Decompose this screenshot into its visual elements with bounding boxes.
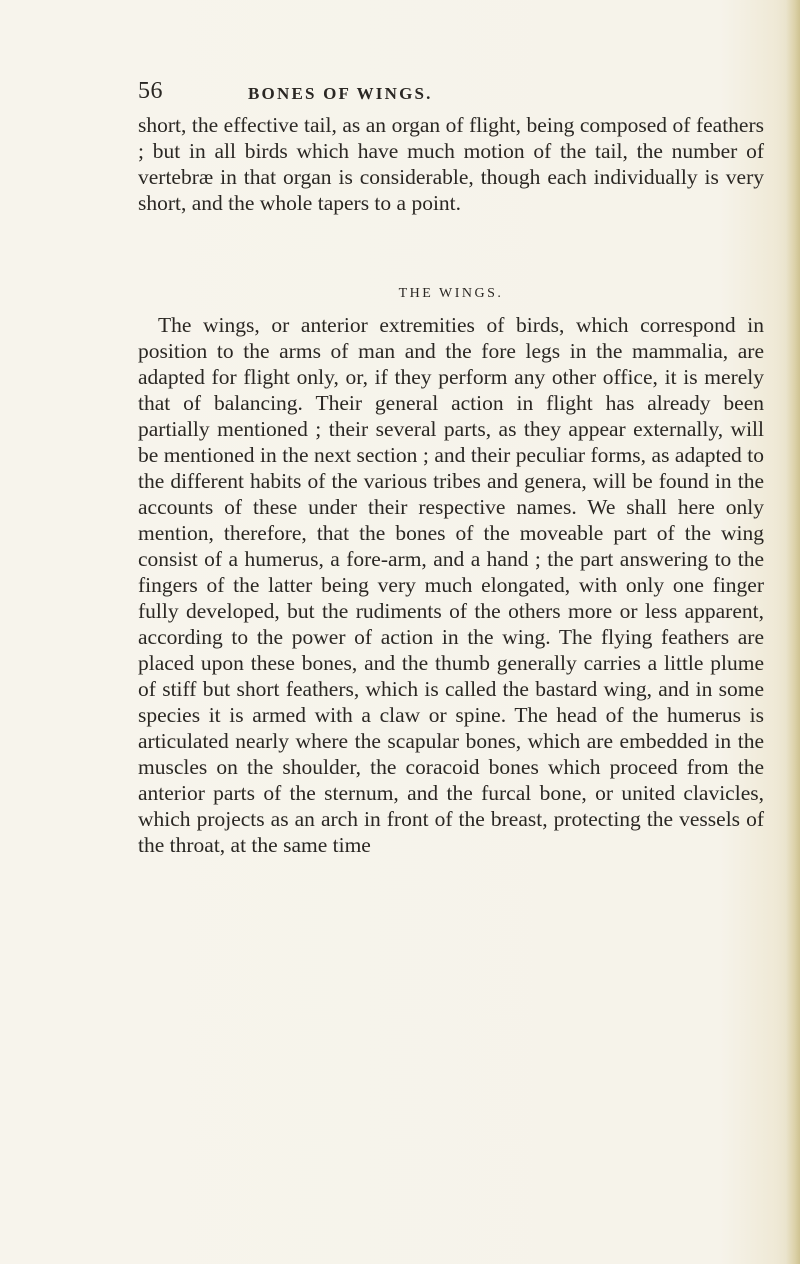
page-number: 56 [138,78,163,104]
running-head: BONES OF WINGS. [248,84,433,103]
page-header [138,78,778,108]
page-edge-shadow [786,0,800,1264]
paragraph-continued: short, the effective tail, as an organ of flight, being composed of feathers ; but in all birds which have much motion of the tail, the number of vertebræ in that organ is considerable, though each individually is very short, and the whole tapers to a point. [138,113,764,215]
paragraph-wings: The wings, or anterior extremities of birds, which correspond in position to the arms of man and the fore legs in the mammalia, are adapted for flight only, or, if they perform any other office, it is merely that of balancing. Their general action in flight has already been partially mentioned ; their several parts, as they appear externally, will be mentioned in the next section ; and their peculiar forms, as adapted to the different habits of the various tribes and genera, will be found in the accounts of these under their respective names. We shall here only mention, therefore, that the bones of the moveable part of the wing consist of a humerus, a fore-arm, and a hand ; the part answering to the fingers of the latter being very much elongated, with only one finger fully developed, but the rudiments of the others more or less apparent, according to the power of action in the wing. The flying feathers are placed upon these bones, and the thumb generally carries a little plume of stiff but short feathers, which is called the bastard wing, and in some species it is armed with a claw or spine. The head of the humerus is articulated nearly where the scapular bones, which are embedded in the muscles on the shoulder, the coracoid bones which proceed from the anterior parts of the sternum, and the furcal bone, or united clavicles, which projects as an arch in front of the breast, protecting the vessels of the throat, at the same time [138,313,764,857]
section-heading: THE WINGS. [398,286,504,301]
